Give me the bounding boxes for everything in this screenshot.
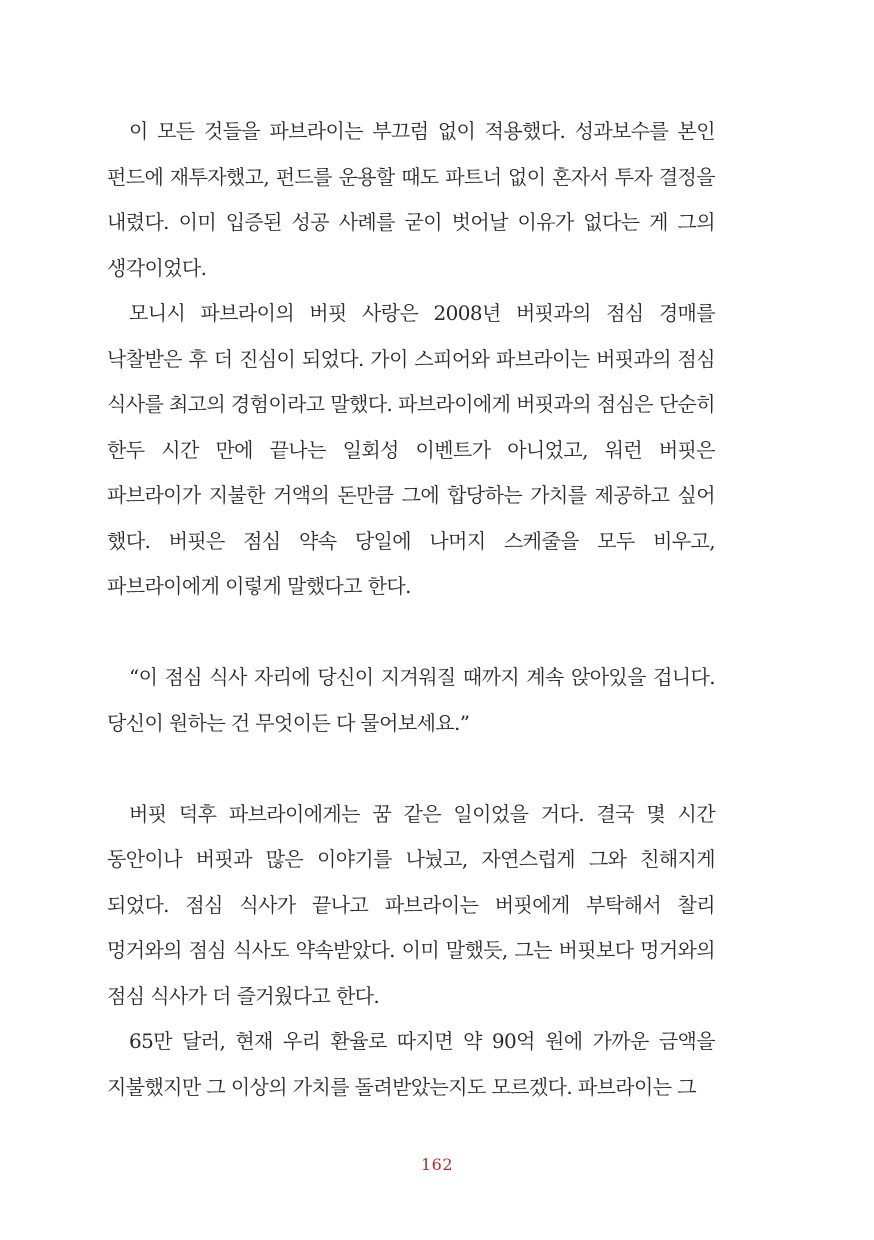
paragraph-1: 이 모든 것들을 파브라이는 부끄럼 없이 적용했다. 성과보수를 본인 펀드에 재투자했고, 펀드를 운용할 때도 파트너 없이 혼자서 투자 결정을 내렸다. 이미 입증된 성공 사례를 굳이 벗어날 이유가 없다는 게 그의 생각이었다.: [107, 119, 715, 280]
paragraph-5: 65만 달러, 현재 우리 환율로 따지면 약 90억 원에 가까운 금액을 지불했지만 그 이상의 가치를 돌려받았는지도 모르겠다. 파브라이는 그: [107, 1029, 715, 1099]
body-text: [107, 109, 715, 1110]
paragraph-2: 모니시 파브라이의 버핏 사랑은 2008년 버핏과의 점심 경매를 낙찰받은 후 더 진심이 되었다. 가이 스피어와 파브라이는 버핏과의 점심 식사를 최고의 경험이라고 말했다. 파브라이에게 버핏과의 점심은 단순히 한두 시간 만에 끝나는 일회성 이벤트가 아니었고, 워런 버핏은 파브라이가 지불한 거액의 돈만큼 그에 합당하는 가치를 제공하고 싶어 했다. 버핏은 점심 약속 당일에 나머지 스케줄을 모두 비우고, 파브라이에게 이렇게 말했다고 한다.: [107, 301, 715, 598]
page-number: 162: [420, 1155, 454, 1174]
paragraph-4: 버핏 덕후 파브라이에게는 꿈 같은 일이었을 거다. 결국 몇 시간 동안이나 버핏과 많은 이야기를 나눴고, 자연스럽게 그와 친해지게 되었다. 점심 식사가 끝나고 파브라이는 버핏에게 부탁해서 찰리 멍거와의 점심 식사도 약속받았다. 이미 말했듯, 그는 버핏보다 멍거와의 점심 식사가 더 즐거웠다고 한다.: [107, 801, 715, 1008]
quote-paragraph: “이 점심 식사 자리에 당신이 지겨워질 때까지 계속 앉아있을 겁니다. 당신이 원하는 건 무엇이든 다 물어보세요.”: [107, 665, 715, 735]
